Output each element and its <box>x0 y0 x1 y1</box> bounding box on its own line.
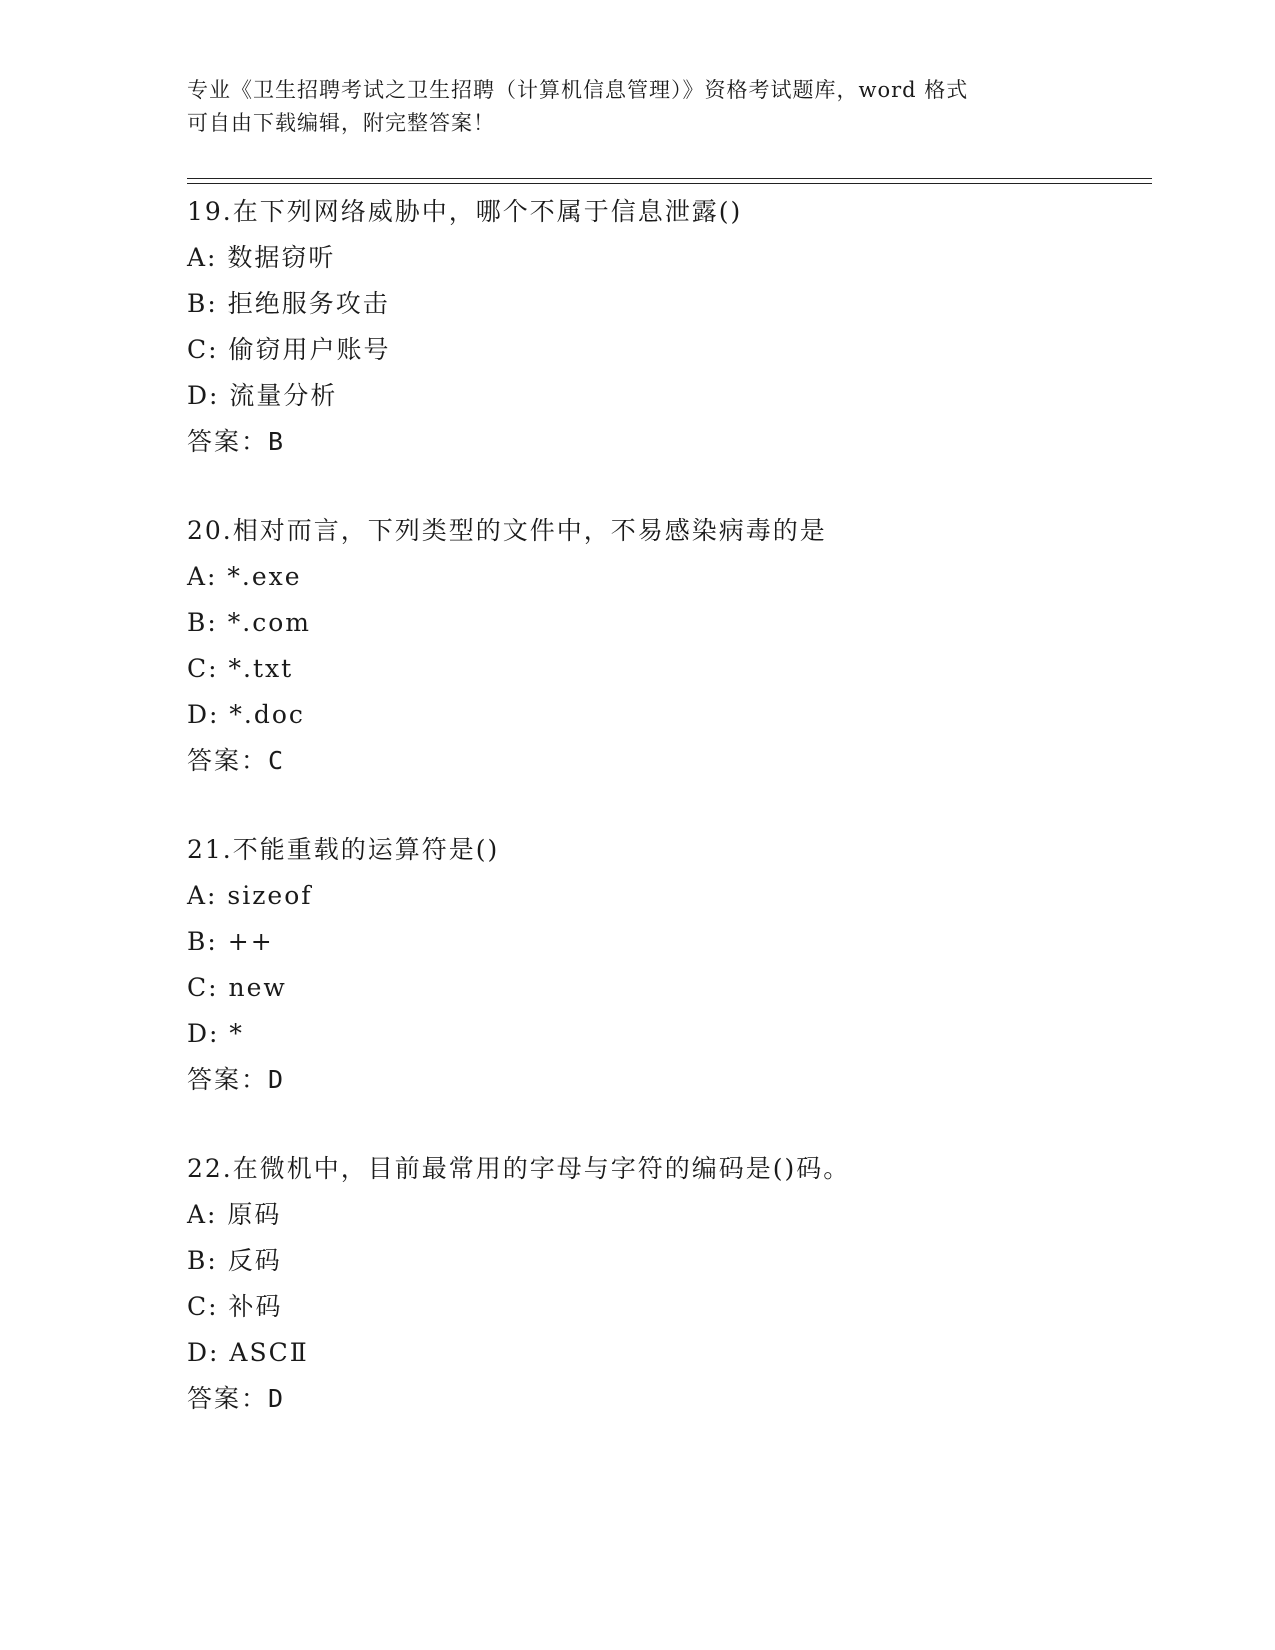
option-a: A: sizeof <box>187 881 313 910</box>
answer-label: 答案： <box>187 427 269 456</box>
answer-line <box>187 1376 1147 1422</box>
option-a: A: 数据窃听 <box>187 243 336 272</box>
question-20 <box>187 508 1147 784</box>
answer-value: D <box>268 1065 284 1094</box>
header-divider-top <box>187 178 1152 179</box>
answer-label: 答案： <box>187 746 269 775</box>
option-c: C: *.txt <box>187 654 294 683</box>
header-line-1: 专业《卫生招聘考试之卫生招聘（计算机信息管理）》资格考试题库，word 格式 <box>187 78 969 102</box>
document-header <box>187 74 1087 140</box>
option-a: A: 原码 <box>187 1200 282 1229</box>
option-c: C: 补码 <box>187 1292 283 1321</box>
answer-value: C <box>268 746 284 775</box>
option-b: B: *.com <box>187 608 311 637</box>
option-b: B: 拒绝服务攻击 <box>187 289 390 318</box>
answer-line <box>187 738 1147 784</box>
question-22 <box>187 1146 1147 1422</box>
option-c: C: new <box>187 973 287 1002</box>
option-b: B: ++ <box>187 927 274 956</box>
question-stem: 21.不能重载的运算符是() <box>187 835 500 864</box>
answer-line <box>187 419 1147 465</box>
answer-label: 答案： <box>187 1384 269 1413</box>
option-d: D: 流量分析 <box>187 381 338 410</box>
question-19 <box>187 189 1147 465</box>
question-21 <box>187 827 1147 1103</box>
option-d: D: *.doc <box>187 700 305 729</box>
option-c: C: 偷窃用户账号 <box>187 335 391 364</box>
question-stem: 22.在微机中，目前最常用的字母与字符的编码是()码。 <box>187 1154 851 1183</box>
header-line-2: 可自由下载编辑，附完整答案！ <box>187 111 495 135</box>
option-d: D: ASCⅡ <box>187 1338 309 1367</box>
answer-label: 答案： <box>187 1065 269 1094</box>
option-a: A: *.exe <box>187 562 302 591</box>
question-stem: 20.相对而言，下列类型的文件中，不易感染病毒的是 <box>187 516 827 545</box>
header-divider-bottom <box>187 183 1152 184</box>
answer-value: B <box>268 427 284 456</box>
option-d: D: * <box>187 1019 244 1048</box>
answer-line <box>187 1057 1147 1103</box>
question-stem: 19.在下列网络威胁中，哪个不属于信息泄露() <box>187 197 743 226</box>
answer-value: D <box>268 1384 284 1413</box>
option-b: B: 反码 <box>187 1246 282 1275</box>
